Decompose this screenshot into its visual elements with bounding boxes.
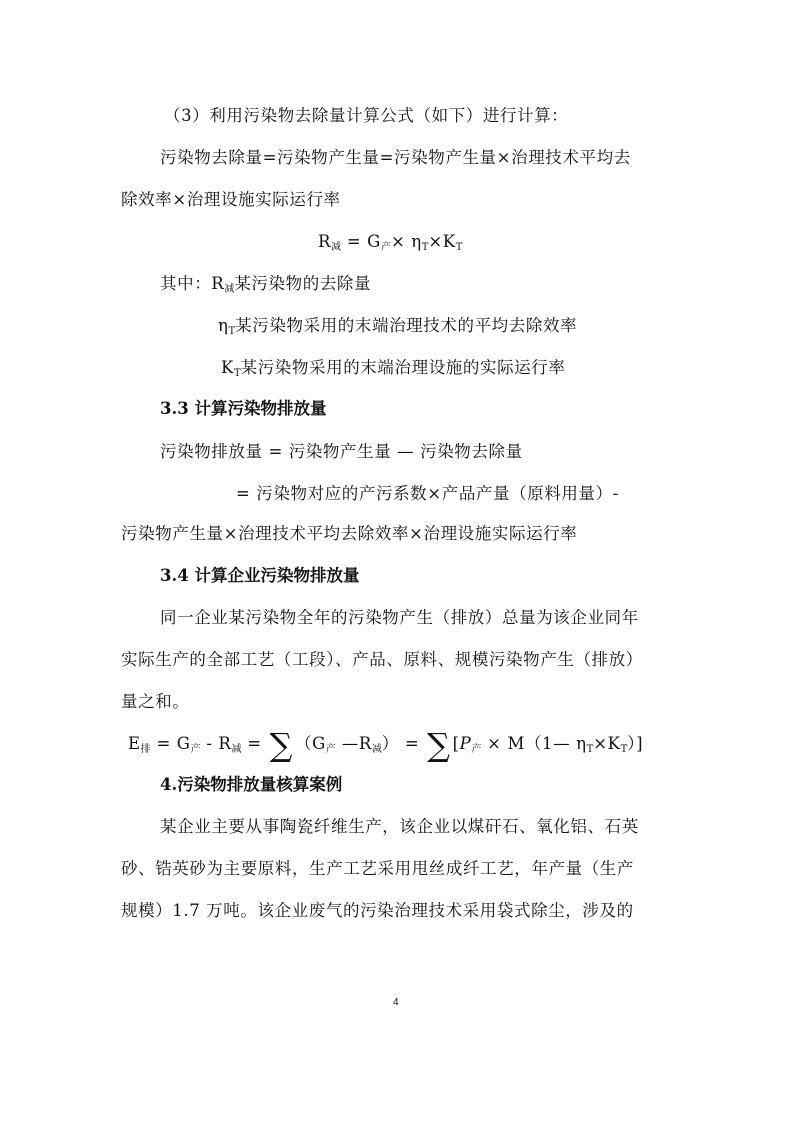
heading-4: 4.污染物排放量核算案例 [160, 775, 343, 794]
para-3-4-line3: 量之和。 [121, 692, 190, 711]
removal-definition-line2 [121, 189, 341, 211]
emission-line1: 污染物排放量 = 污染物产生量 — 污染物去除量 [160, 442, 523, 461]
times-symbol: × [172, 190, 187, 209]
step3-intro: （3）利用污染物去除量计算公式（如下）进行计算： [164, 106, 569, 125]
where-line-k: $K_T$某污染物采用的末端治理设施的实际运行率 [221, 358, 566, 379]
heading-3-3: 3.3 计算污染物排放量 [160, 399, 327, 418]
emission-line3: 污染物产生量×治理技术平均去除效率×治理设施实际运行率 [121, 524, 578, 543]
emission-line2: = 污染物对应的产污系数×产品产量（原料用量）- [236, 484, 619, 503]
para-3-4-line2: 实际生产的全部工艺（工段）、产品、原料、规模污染物产生（排放） [121, 650, 643, 669]
para-3-4-line1: 同一企业某污染物全年的污染物产生（排放）总量为该企业同年 [160, 608, 639, 627]
formula-removal: $R_减 = G_产\times \eta_T\times K_T$ [318, 232, 463, 253]
removal-definition-line1 [160, 147, 631, 169]
page-number: 4 [393, 997, 399, 1008]
times-symbol: × [427, 484, 442, 503]
case-line3: 规模）1.7 万吨。该企业废气的污染治理技术采用袋式除尘，涉及的 [121, 901, 634, 920]
formula-emission: $E_排 = G_产 - R_减$ = ∑ （$G_产$ $—R_减$） = ∑ [$P_产$ × M（1— $\eta_T\times K_T$）] [128, 726, 644, 764]
case-line1: 某企业主要从事陶瓷纤维生产，该企业以煤矸石、氧化铝、石英 [160, 817, 639, 836]
removal-def-text-b: 治理设施实际运行率 [186, 190, 341, 209]
case-line2: 砂、锆英砂为主要原料，生产工艺采用甩丝成纤工艺，年产量（生产 [121, 859, 634, 878]
removal-def-text-b: 治理技术平均去 [511, 148, 631, 167]
where-line-eta: $\eta_T$某污染物采用的末端治理技术的平均去除效率 [218, 316, 578, 337]
times-symbol: × [409, 524, 424, 543]
times-symbol: × [223, 524, 239, 543]
times-symbol: × [496, 148, 512, 167]
removal-def-text: 除效率 [121, 190, 173, 209]
removal-def-text: 污染物去除量=污染物产生量=污染物产生量 [160, 148, 497, 167]
where-line-r: 其中：$R_减$某污染物的去除量 [160, 274, 372, 295]
sum-symbol: ∑ [269, 726, 294, 764]
sum-symbol: ∑ [427, 726, 451, 764]
heading-3-4: 3.4 计算企业污染物排放量 [160, 566, 360, 585]
